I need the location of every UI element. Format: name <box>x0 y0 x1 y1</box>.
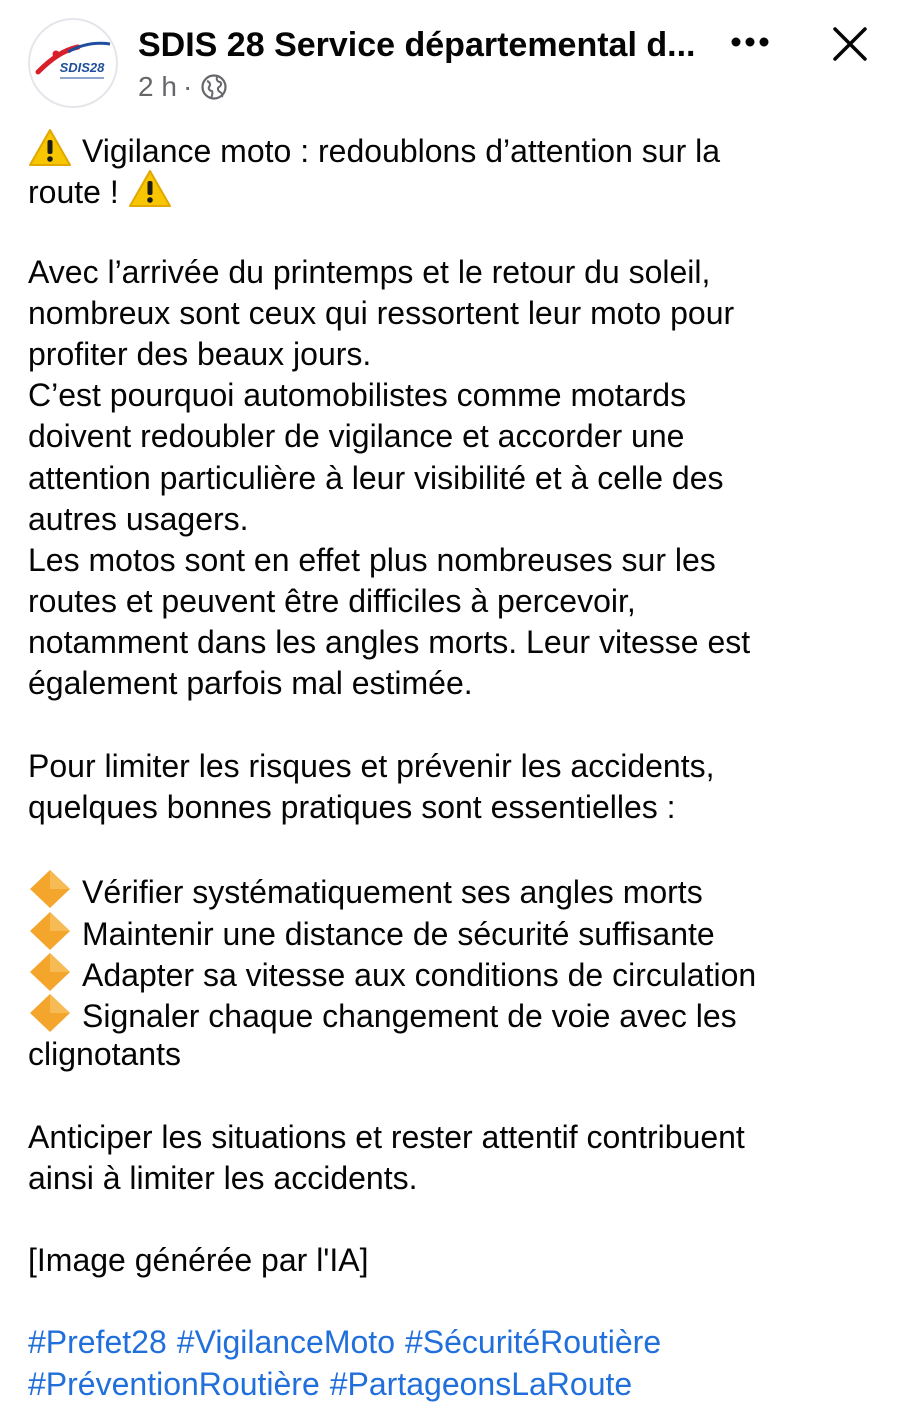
post-time[interactable]: 2 h <box>138 71 177 102</box>
more-options-button[interactable] <box>724 22 776 62</box>
paragraph-line: doivent redoubler de vigilance et accorder une <box>28 418 685 455</box>
post-title-text: Vigilance moto : redoublons d’attention sur la <box>82 133 721 169</box>
post-title-text: route ! <box>28 174 119 211</box>
post-title-line <box>28 128 878 169</box>
ai-note: [Image générée par l'IA] <box>28 1242 369 1279</box>
post-meta <box>138 70 228 104</box>
post-text <box>28 128 878 1405</box>
paragraph-line: quelques bonnes pratiques sont essentielles : <box>28 789 676 825</box>
paragraph-line: Pour limiter les risques et prévenir les accidents, <box>28 747 715 784</box>
close-button[interactable] <box>826 20 874 68</box>
warning-emoji-icon <box>128 169 172 209</box>
meta-separator: · <box>182 71 193 102</box>
practice-text: Maintenir une distance de sécurité suffisante <box>82 915 715 952</box>
more-icon <box>730 36 770 48</box>
orange-diamond-icon <box>28 869 72 909</box>
paragraph-line: Avec l’arrivée du printemps et le retour du soleil, <box>28 253 711 290</box>
globe-icon <box>200 73 228 101</box>
hashtag-link[interactable]: #PartageonsLaRoute <box>329 1365 633 1402</box>
page-name[interactable]: SDIS 28 Service départemental d... <box>138 26 696 64</box>
hashtag-line <box>28 1364 878 1405</box>
hashtag-link[interactable]: #SécuritéRoutière <box>404 1324 662 1361</box>
practice-text: Vérifier systématiquement ses angles morts <box>82 874 703 911</box>
paragraph-line: C’est pourquoi automobilistes comme motards <box>28 377 687 414</box>
close-icon <box>832 26 868 62</box>
practice-item <box>28 869 878 910</box>
post-title-line <box>28 169 878 210</box>
hashtags <box>28 1322 878 1404</box>
post-header <box>0 0 900 120</box>
hashtag-line <box>28 1322 878 1363</box>
paragraph-line: également parfois mal estimée. <box>28 665 473 702</box>
paragraph-line: ainsi à limiter les accidents. <box>28 1159 418 1196</box>
paragraph-line: profiter des beaux jours. <box>28 335 372 372</box>
sdis28-logo <box>30 20 116 106</box>
practice-item <box>28 952 878 993</box>
orange-diamond-icon <box>28 952 72 992</box>
paragraph-line: routes et peuvent être difficiles à percevoir, <box>28 583 636 620</box>
paragraph-line: autres usagers. <box>28 500 249 537</box>
practice-item <box>28 993 878 1034</box>
practice-text: Adapter sa vitesse aux conditions de circulation <box>82 956 757 993</box>
avatar[interactable] <box>28 18 118 108</box>
practice-text: Signaler chaque changement de voie avec les <box>82 997 737 1034</box>
orange-diamond-icon <box>28 993 72 1033</box>
hashtag-link[interactable]: #VigilanceMoto <box>176 1324 395 1361</box>
paragraph-line: nombreux sont ceux qui ressortent leur moto pour <box>28 294 735 331</box>
paragraph-line: notamment dans les angles morts. Leur vitesse est <box>28 624 751 661</box>
practice-item <box>28 911 878 952</box>
orange-diamond-icon <box>28 911 72 951</box>
warning-emoji-icon <box>28 128 72 168</box>
paragraph-line: Anticiper les situations et rester attentif contribuent <box>28 1118 745 1155</box>
paragraph-line: attention particulière à leur visibilité et à celle des <box>28 459 724 496</box>
practice-continuation: clignotants <box>28 1036 181 1073</box>
hashtag-link[interactable]: #Prefet28 <box>28 1324 167 1361</box>
hashtag-link[interactable]: #PréventionRoutière <box>28 1365 320 1402</box>
svg-text:SDIS28: SDIS28 <box>59 60 105 75</box>
paragraph-line: Les motos sont en effet plus nombreuses sur les <box>28 541 716 578</box>
